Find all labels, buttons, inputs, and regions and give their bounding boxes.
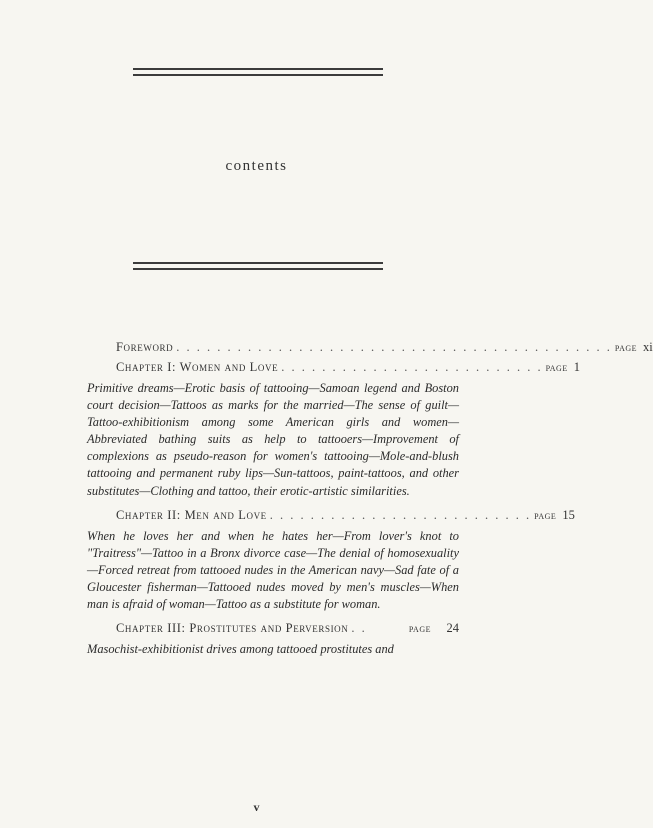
entry-heading: Chapter I: Women and Love <box>116 360 279 374</box>
chapter-2-description: When he loves her and when he hates her—From lover's knot to "Traitress"—Tattoo in a Bronx divorce case—The denial of homosexuality—Forced retreat from tattooed nudes in the American navy—Sad fate of a Gloucester fisherman—Tattooed nudes moved by men's muscles—When man is afraid of woman—Tattoo as a substitute for woman. <box>87 528 459 612</box>
toc-entry-foreword <box>116 340 653 355</box>
entry-heading: Chapter II: Men and Love <box>116 507 267 522</box>
toc-entry-chapter-3 <box>116 621 459 636</box>
page-title: contents <box>225 158 288 174</box>
page-number: 24 <box>446 621 459 636</box>
toc-entry-chapter-2 <box>116 507 575 523</box>
chapter-1-description: Primitive dreams—Erotic basis of tattooing—Samoan legend and Boston court decision—Tattoos as marks for the married—The sense of guilt—Tattoo-exhibitionism among some American girls and women—Abbreviated bathing suits as help to tattooers—Improvement of complexions as pseudo-reason for women's tattooing—Mole-and-blush tattooing and permanent ruby lips—Sun-tattoos, paint-tattoos, and other substitutes—Clothing and tattoo, their erotic-artistic similarities. <box>87 381 459 498</box>
toc-entry-chapter-1 <box>116 360 580 375</box>
page-label: page <box>545 362 568 374</box>
page-number: 15 <box>562 507 575 522</box>
bottom-double-rule <box>133 262 383 272</box>
page-number: xi <box>643 340 653 354</box>
page-number: 1 <box>573 360 580 374</box>
entry-heading: Chapter III: Prostitutes and Perversion <box>116 621 349 636</box>
page-label: page <box>408 623 431 636</box>
table-of-contents <box>87 340 653 666</box>
chapter-3-description: Masochist-exhibitionist drives among tattooed prostitutes and <box>87 642 394 657</box>
entry-heading: Foreword <box>116 340 174 354</box>
leader-dots: . . . . . . . . . . . . . . . . . . . . . . . . . . . . . . . . . . . . . . . . . . . <box>176 340 612 354</box>
page-label: page <box>534 509 557 522</box>
page-label: page <box>614 342 638 354</box>
leader-dots: . . . . . . . . . . . . . . . . . . . . . . . . . . <box>281 360 543 374</box>
top-double-rule <box>133 68 383 78</box>
leader-dots: . . <box>351 621 367 636</box>
leader-dots: . . . . . . . . . . . . . . . . . . . . . . . . . . <box>269 507 532 522</box>
page-number-footer: v <box>253 800 260 814</box>
